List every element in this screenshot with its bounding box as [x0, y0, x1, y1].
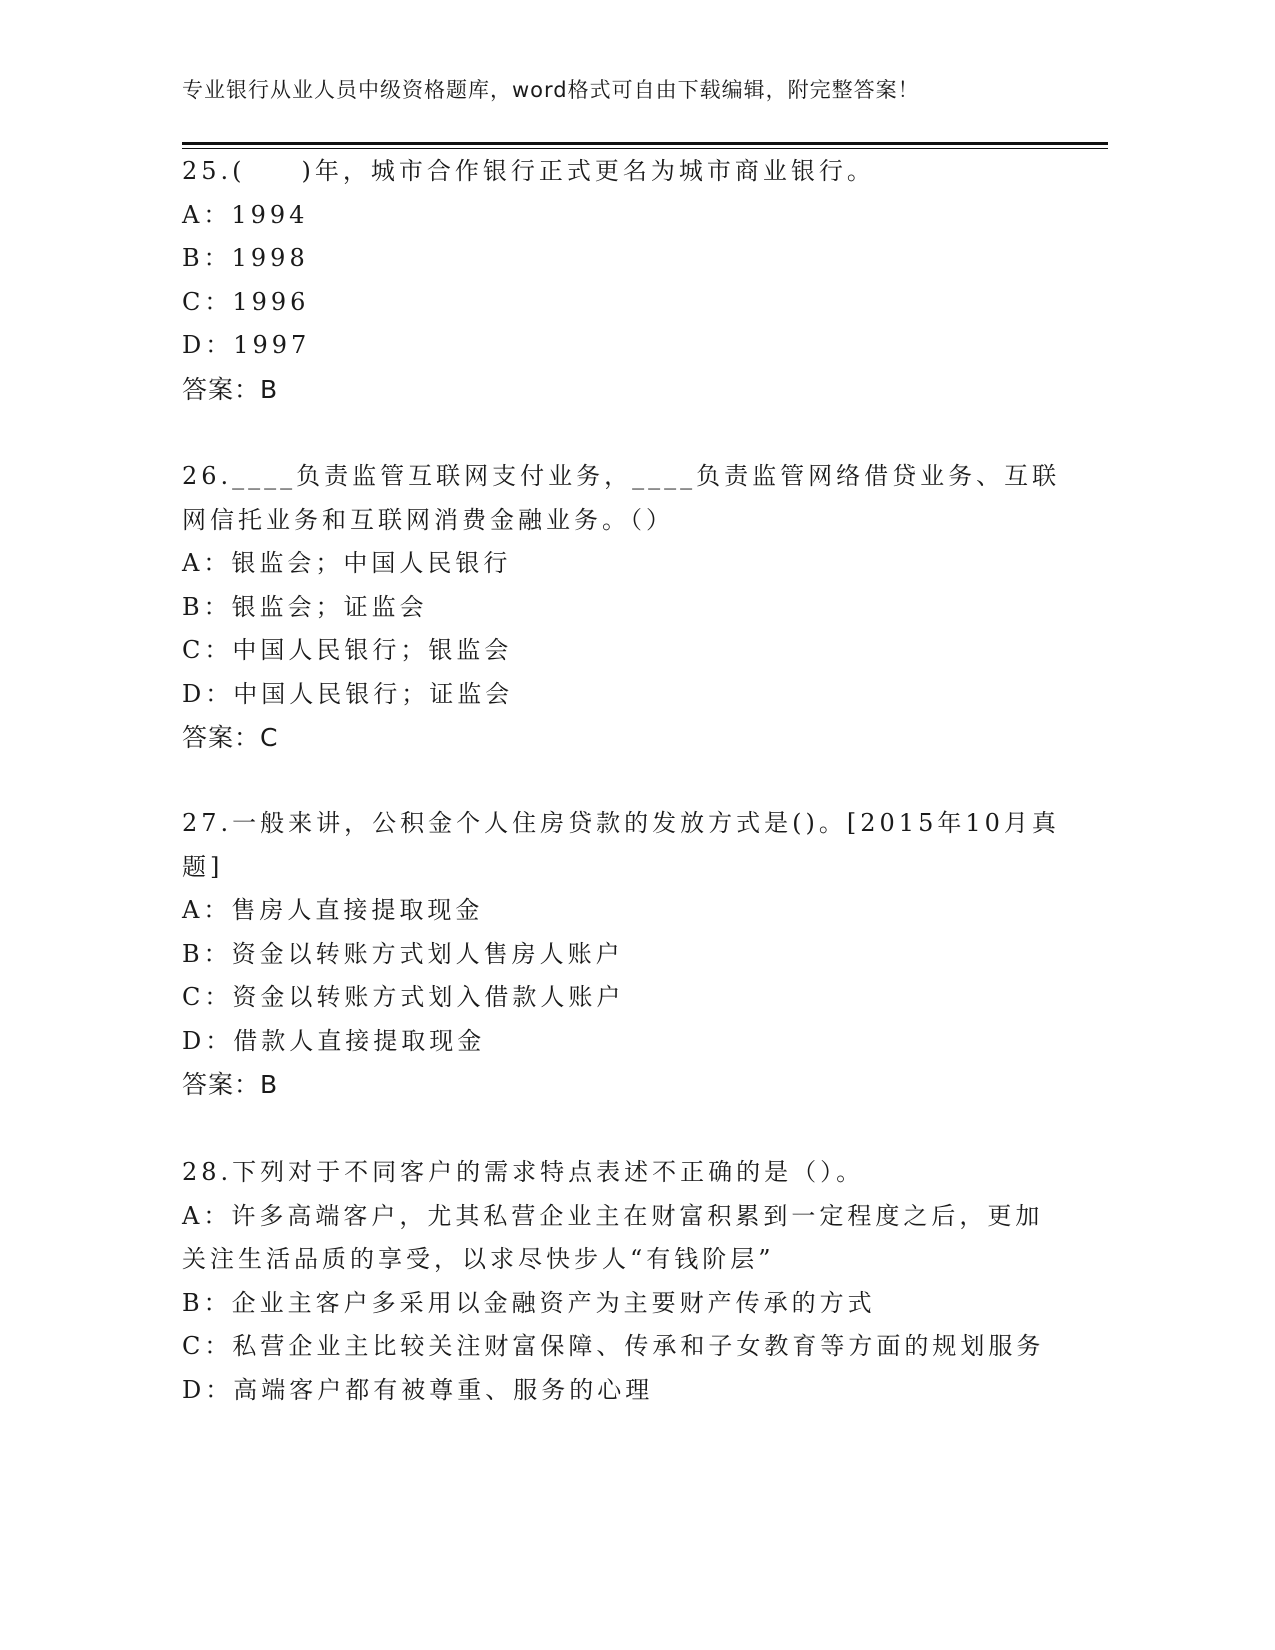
- header-divider-thin: [182, 148, 1108, 149]
- option-d: D：高端客户都有被尊重、服务的心理: [182, 1375, 654, 1404]
- option-c: C：资金以转账方式划入借款人账户: [182, 983, 625, 1011]
- question-stem: 27.一般来讲，公积金个人住房贷款的发放方式是()。[2015年10月真: [182, 809, 1060, 837]
- question-stem: 26.____负责监管互联网支付业务，____负责监管网络借贷业务、互联: [182, 462, 1061, 490]
- option-a-continued: 关注生活品质的享受，以求尽快步人“有钱阶层”: [182, 1245, 775, 1273]
- option-a: A：许多高端客户，尤其私营企业主在财富积累到一定程度之后，更加: [182, 1201, 1044, 1230]
- option-d: D：中国人民银行；证监会: [182, 679, 514, 708]
- question-27: [182, 802, 1062, 1107]
- question-stem-continued: 网信托业务和互联网消费金融业务。（）: [182, 505, 674, 534]
- option-c: C：私营企业主比较关注财富保障、传承和子女教育等方面的规划服务: [182, 1332, 1045, 1360]
- option-a: A：银监会；中国人民银行: [182, 549, 512, 577]
- option-a: A：1994: [182, 200, 309, 229]
- page-header: 专业银行从业人员中级资格题库，word格式可自由下载编辑，附完整答案！: [182, 78, 920, 102]
- option-c: C：1996: [182, 287, 310, 316]
- question-25: [182, 150, 1062, 411]
- question-stem: 25.( )年，城市合作银行正式更名为城市商业银行。: [182, 157, 875, 185]
- answer: 答案：C: [182, 723, 279, 752]
- option-b: B：企业主客户多采用以金融资产为主要财产传承的方式: [182, 1288, 876, 1317]
- answer: 答案：B: [182, 1070, 279, 1099]
- option-b: B：资金以转账方式划人售房人账户: [182, 939, 624, 968]
- question-stem: 28.下列对于不同客户的需求特点表述不正确的是（）。: [182, 1158, 865, 1186]
- header-divider-thick: [182, 142, 1108, 145]
- option-a: A：售房人直接提取现金: [182, 896, 484, 924]
- question-28: [182, 1151, 1062, 1412]
- option-b: B：1998: [182, 244, 309, 272]
- option-b: B：银监会；证监会: [182, 592, 428, 621]
- option-d: D：1997: [182, 331, 311, 359]
- option-d: D：借款人直接提取现金: [182, 1026, 486, 1055]
- question-26: [182, 455, 1062, 760]
- answer: 答案：B: [182, 374, 279, 404]
- option-c: C：中国人民银行；银监会: [182, 636, 513, 664]
- question-stem-continued: 题]: [182, 852, 224, 881]
